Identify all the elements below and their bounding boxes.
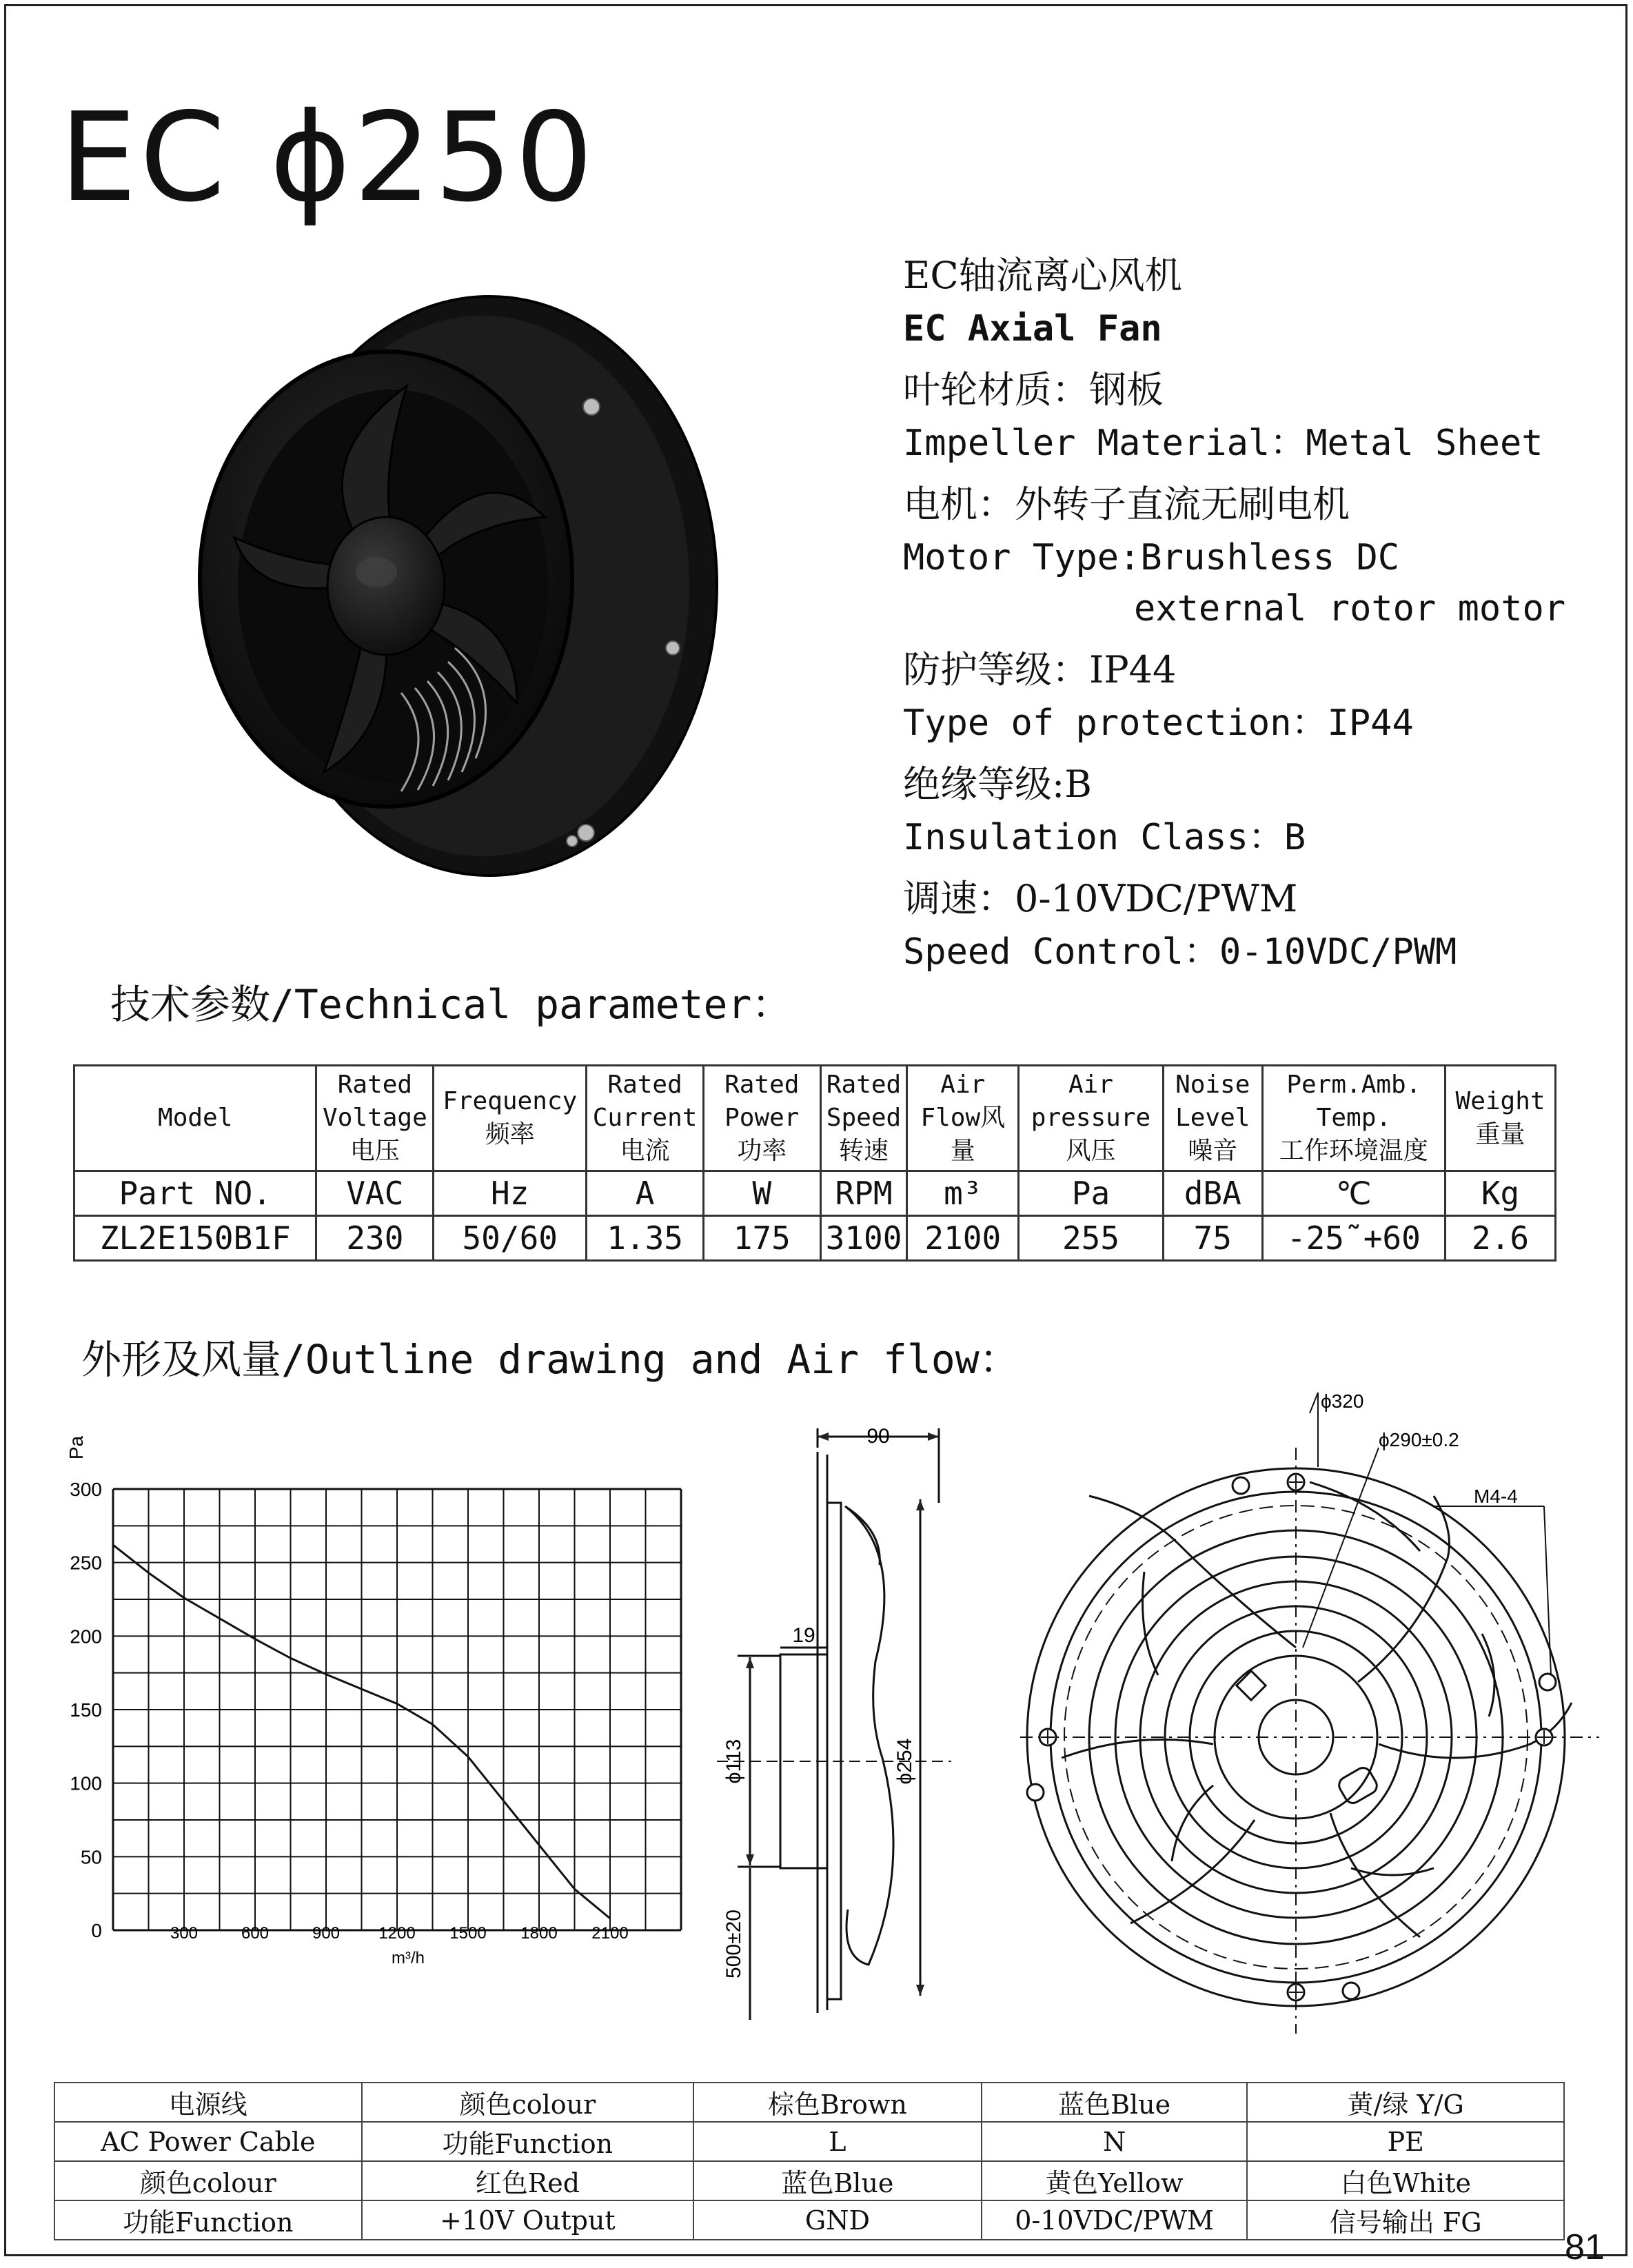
cable-cell: 颜色colour: [54, 2161, 362, 2200]
table-header-line: Noise: [1175, 1071, 1250, 1099]
table-header-cell: [704, 1066, 821, 1171]
y-tick-label: 50: [80, 1846, 102, 1868]
cable-cell: 红色Red: [362, 2161, 694, 2200]
dim-90: 90: [866, 1427, 890, 1448]
chart-x-ticks: [170, 1924, 629, 1943]
spec-list: [903, 248, 1592, 978]
cable-cell: 电源线: [54, 2083, 362, 2122]
chart-y-axis-label: Pa: [65, 1435, 87, 1460]
table-value-cell: 2100: [907, 1216, 1019, 1261]
side-view-drawing: [710, 1427, 958, 2027]
table-header-line: 电流: [620, 1137, 670, 1165]
table-header-line: Temp.: [1316, 1104, 1392, 1132]
table-header-line: Frequency: [443, 1087, 578, 1115]
table-unit-cell: VAC: [316, 1171, 434, 1216]
spec-speed-zh: 调速：0-10VDC/PWM: [903, 877, 1298, 920]
cable-cell: 蓝色Blue: [693, 2161, 982, 2200]
y-tick-label: 300: [70, 1479, 102, 1500]
y-tick-label: 150: [70, 1699, 102, 1721]
table-header-line: Flow风: [920, 1104, 1006, 1132]
y-tick-label: 200: [70, 1626, 102, 1648]
cable-cell: 颜色colour: [362, 2083, 694, 2122]
table-header-line: Power: [724, 1104, 800, 1132]
table-value-cell: 255: [1019, 1216, 1164, 1261]
dim-254: ϕ254: [893, 1738, 916, 1785]
spec-motor-en-2: external rotor motor: [1134, 588, 1566, 629]
cable-row: [54, 2200, 1564, 2240]
table-header-line: Current: [592, 1104, 698, 1132]
table-unit-cell: A: [587, 1171, 704, 1216]
table-header-line: Rated: [607, 1071, 682, 1099]
dim-320: ϕ320: [1321, 1390, 1364, 1412]
pressure-flow-chart: [41, 1420, 703, 1985]
table-header-cell: [907, 1066, 1019, 1171]
table-header-line: Speed: [826, 1104, 902, 1132]
dim-19: 19: [792, 1624, 815, 1647]
table-header-line: Air: [940, 1071, 986, 1099]
table-header-line: 功率: [737, 1137, 787, 1165]
table-unit-cell: dBA: [1163, 1171, 1262, 1216]
spec-impeller-zh: 叶轮材质：钢板: [903, 368, 1164, 412]
spec-protection-zh: 防护等级：IP44: [903, 648, 1177, 691]
table-value-cell: 175: [704, 1216, 821, 1261]
x-tick-label: 2100: [591, 1924, 629, 1943]
table-header-line: Air: [1068, 1071, 1114, 1099]
spec-insulation-en: Insulation Class：B: [903, 817, 1306, 858]
table-header-cell: [434, 1066, 587, 1171]
spec-speed-en: Speed Control：0-10VDC/PWM: [903, 931, 1457, 973]
table-header-cell: [1163, 1066, 1262, 1171]
table-header-line: 噪音: [1188, 1137, 1238, 1165]
spec-motor-en-1: Motor Type:Brushless DC: [903, 537, 1400, 578]
dim-290: ϕ290±0.2: [1379, 1429, 1459, 1450]
spec-motor-zh: 电机：外转子直流无刷电机: [903, 483, 1350, 526]
cable-cell: GND: [693, 2200, 982, 2240]
front-view-drawing: [1006, 1386, 1613, 2047]
table-header-line: 风压: [1066, 1137, 1116, 1165]
fan-hub: [327, 517, 445, 655]
table-value-cell: ZL2E150B1F: [74, 1216, 316, 1261]
table-header-line: Rated: [337, 1071, 413, 1099]
cable-cell: 白色White: [1247, 2161, 1564, 2200]
table-header-line: Rated: [826, 1071, 902, 1099]
table-unit-cell: Pa: [1019, 1171, 1164, 1216]
x-tick-label: 900: [312, 1924, 341, 1943]
cable-cell: L: [693, 2122, 982, 2161]
table-header-line: 频率: [485, 1120, 535, 1148]
table-header-line: Level: [1175, 1104, 1250, 1132]
table-header-line: pressure: [1031, 1104, 1151, 1132]
y-tick-label: 0: [91, 1920, 102, 1941]
x-tick-label: 300: [170, 1924, 199, 1943]
section-technical-parameter: 技术参数/Technical parameter：: [110, 981, 792, 1028]
table-header-line: 工作环境温度: [1279, 1137, 1428, 1165]
table-header-cell: [316, 1066, 434, 1171]
cable-cell: 功能Function: [54, 2200, 362, 2240]
product-title: EC ϕ250: [59, 86, 596, 229]
table-value-cell: 2.6: [1446, 1216, 1556, 1261]
table-unit-cell: W: [704, 1171, 821, 1216]
power-cable-table: [54, 2082, 1565, 2240]
section-outline-drawing: 外形及风量/Outline drawing and Air flow：: [81, 1336, 1020, 1383]
table-header-line: Model: [158, 1104, 233, 1132]
table-header-line: 转速: [839, 1137, 889, 1165]
table-header-line: Weight: [1455, 1087, 1545, 1115]
table-value-cell: 50/60: [434, 1216, 587, 1261]
technical-parameter-table: [73, 1064, 1556, 1262]
y-tick-label: 250: [70, 1552, 102, 1574]
table-header-line: 电压: [349, 1137, 400, 1165]
table-unit-cell: Kg: [1446, 1171, 1556, 1216]
x-tick-label: 1800: [520, 1924, 558, 1943]
spec-insulation-zh: 绝缘等级:B: [903, 762, 1092, 806]
table-values-row: [74, 1216, 1556, 1261]
cable-cell: AC Power Cable: [54, 2122, 362, 2161]
fan-photo: [159, 290, 724, 910]
cable-cell: 黄色Yellow: [982, 2161, 1248, 2200]
y-tick-label: 100: [70, 1772, 102, 1794]
table-unit-cell: m³: [907, 1171, 1019, 1216]
table-header-row: [74, 1066, 1556, 1171]
page-number: 81: [1565, 2227, 1605, 2267]
cable-cell: 信号输出 FG: [1247, 2200, 1564, 2240]
cable-cell: 蓝色Blue: [982, 2083, 1248, 2122]
chart-y-ticks: [70, 1479, 102, 1941]
table-header-cell: [1262, 1066, 1445, 1171]
spec-name-zh: EC轴流离心风机: [903, 254, 1182, 297]
chart-x-axis-label: m³/h: [392, 1949, 425, 1967]
cable-cell: N: [982, 2122, 1248, 2161]
table-value-cell: 230: [316, 1216, 434, 1261]
table-header-cell: [1446, 1066, 1556, 1171]
table-header-line: Voltage: [323, 1104, 427, 1132]
cable-cell: +10V Output: [362, 2200, 694, 2240]
cable-row: [54, 2122, 1564, 2161]
cable-cell: PE: [1247, 2122, 1564, 2161]
table-unit-cell: ℃: [1262, 1171, 1445, 1216]
table-value-cell: 1.35: [587, 1216, 704, 1261]
cable-row: [54, 2161, 1564, 2200]
table-header-cell: [587, 1066, 704, 1171]
cable-cell: 0-10VDC/PWM: [982, 2200, 1248, 2240]
dim-500: 500±20: [722, 1910, 745, 1978]
cable-cell: 棕色Brown: [693, 2083, 982, 2122]
cable-cell: 功能Function: [362, 2122, 694, 2161]
table-units-row: [74, 1171, 1556, 1216]
table-header-line: 重量: [1475, 1120, 1525, 1148]
table-header-cell: [74, 1066, 316, 1171]
table-header-line: Rated: [724, 1071, 800, 1099]
dim-113: ϕ113: [722, 1739, 745, 1784]
table-value-cell: 3100: [820, 1216, 907, 1261]
table-header-cell: [820, 1066, 907, 1171]
dim-m4: M4-4: [1474, 1486, 1518, 1507]
table-unit-cell: RPM: [820, 1171, 907, 1216]
chart-grid: [113, 1489, 681, 1930]
spec-name-en: EC Axial Fan: [903, 308, 1162, 350]
cable-cell: 黄/绿 Y/G: [1247, 2083, 1564, 2122]
table-unit-cell: Part NO.: [74, 1171, 316, 1216]
table-header-cell: [1019, 1066, 1164, 1171]
table-value-cell: -25˜+60: [1262, 1216, 1445, 1261]
x-tick-label: 1500: [449, 1924, 487, 1943]
x-tick-label: 600: [241, 1924, 270, 1943]
cable-row: [54, 2083, 1564, 2122]
spec-impeller-en: Impeller Material：Metal Sheet: [903, 423, 1543, 464]
table-value-cell: 75: [1163, 1216, 1262, 1261]
x-tick-label: 1200: [378, 1924, 416, 1943]
table-unit-cell: Hz: [434, 1171, 587, 1216]
table-header-line: Perm.Amb.: [1286, 1071, 1421, 1099]
table-header-line: 量: [950, 1137, 975, 1165]
spec-protection-en: Type of protection：IP44: [903, 702, 1414, 744]
